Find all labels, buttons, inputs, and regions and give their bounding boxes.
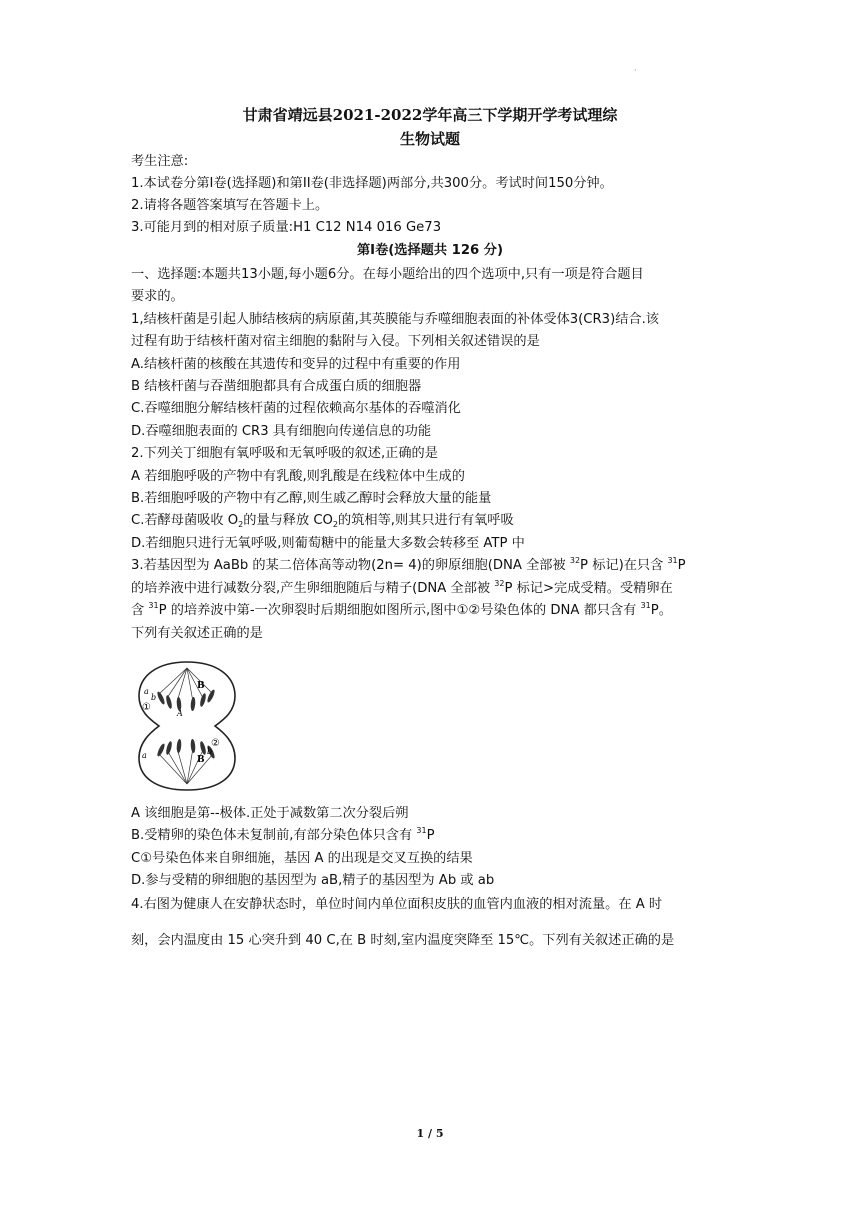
gene-label-B-top: B: [197, 681, 205, 691]
chromosome-2-label: ②: [211, 738, 220, 749]
corner-mark: ·: [634, 66, 637, 75]
section-intro-line-1: 一、选择题:本题共13小题,每小题6分。在每小题给出的四个选项中,只有一项是符合题目: [131, 267, 644, 282]
q2-stem: 2.下列关丁细胞有氧呼吸和无氧呼吸的叙述,正确的是: [131, 446, 438, 461]
q3-stem-line-2: 的培养液中进行减数分裂,产生卵细胞随后与精子(DNA 全部被 $^{32}$P 标记>完成受精。受精卵在: [131, 579, 673, 596]
q1-option-d: D.吞噬细胞表面的 CR3 具有细胞向传递信息的功能: [131, 424, 432, 439]
notice-heading: 考生注意:: [131, 154, 189, 169]
gene-label-a-bottom: a: [142, 751, 147, 760]
q3-option-a: A 该细胞是第--极体.正处于减数第二次分裂后朔: [131, 806, 409, 821]
notice-item-3: 3.可能月到的相对原子质量:H1 C12 N14 016 Ge73: [131, 220, 442, 235]
q2-option-d: D.若细胞只进行无氧呼吸,则葡萄糖中的能量大多数会转移至 ATP 中: [131, 536, 525, 551]
gene-label-A-top: A: [177, 709, 183, 718]
q1-option-a: A.结核杆菌的核酸在其遗传和变异的过程中有重要的作用: [131, 357, 461, 372]
gene-label-b-top: b: [151, 693, 157, 702]
section-intro-line-2: 要求的。: [131, 289, 184, 304]
q3-option-b: B.受精卵的染色体未复制前,有部分染色体只含有 $^{31}$P: [131, 826, 435, 843]
notice-item-2: 2.请将各题答案填写在答题卡上。: [131, 198, 329, 213]
gene-label-B-bottom: B: [197, 755, 205, 765]
chromosome-1-label: ①: [142, 702, 151, 713]
q4-stem-line-2: 刻，会内温度由 15 心突升到 40 C,在 B 时刻,室内温度突降至 15℃。下列有关叙述正确的是: [131, 933, 675, 948]
q3-option-d: D.参与受精的卵细胞的基因型为 aB,精子的基因型为 Ab 或 ab: [131, 873, 495, 888]
section-title: 第I卷(选择题共 126 分): [357, 243, 503, 258]
q3-option-c: C①号染色体来自卵细施，基因 A 的出现是交叉互换的结果: [131, 851, 473, 866]
q2-option-c: C.若酵母菌吸收 $O_2$的量与释放 $CO_2$的筑相等,则其只进行有氧呼吸: [131, 513, 514, 529]
q2-option-b: B.若细胞呼吸的产物中有乙醇,则生戚乙醇时会释放大量的能量: [131, 491, 492, 506]
gene-label-a-top: a: [144, 687, 149, 696]
q4-stem-line-1: 4.右图为健康人在安静状态时，单位时间内单位面积皮肤的血管内血液的相对流量。在 A 时: [131, 897, 663, 912]
page-subtitle: 生物试题: [399, 130, 460, 148]
q3-stem-line-4: 下列有关叙述正确的是: [131, 626, 263, 641]
cell-division-figure: [131, 658, 243, 794]
q1-stem-line-1: 1,结核杆菌是引起人肺结核病的病原菌,其英膜能与乔噬细胞表面的补体受体3(CR3)结合.该: [131, 312, 659, 327]
q1-stem-line-2: 过程有助于结核杆菌对宿主细胞的黏附与入侵。下列相关叙述错误的是: [131, 334, 540, 349]
notice-item-1: 1.本试卷分第I卷(选择题)和第II卷(非选择题)两部分,共300分。考试时间150分钟。: [131, 176, 613, 191]
q3-stem-line-1: 3.若基因型为 AaBb 的某二倍体高等动物(2n= 4)的卵原细胞(DNA 全部被 $^{32}$P 标记)在只含 $^{31}$P: [131, 556, 686, 573]
q3-stem-line-3: 含 $^{31}$P 的培养波中第-一次卵裂时后期细胞如图所示,图中①②号染色体的 DNA 都只含有 $^{31}$P。: [131, 601, 672, 618]
gene-label-b-bottom: b: [207, 747, 213, 756]
top-chromosomes: [156, 689, 216, 711]
page-title: 甘肃省靖远县2021-2022学年高三下学期开学考试理综: [242, 106, 618, 124]
q1-option-c: C.吞噬细胞分解结核杆菌的过程依赖高尔基体的吞噬消化: [131, 401, 461, 416]
q2-option-a: A 若细胞呼吸的产物中有乳酸,则乳酸是在线粒体中生成的: [131, 469, 465, 484]
q1-option-b: B 结核杆菌与吞凿细胞都具有合成蛋白质的细胞器: [131, 379, 422, 394]
cell-membrane: [139, 662, 235, 790]
page-number: 1 / 5: [416, 1127, 444, 1140]
